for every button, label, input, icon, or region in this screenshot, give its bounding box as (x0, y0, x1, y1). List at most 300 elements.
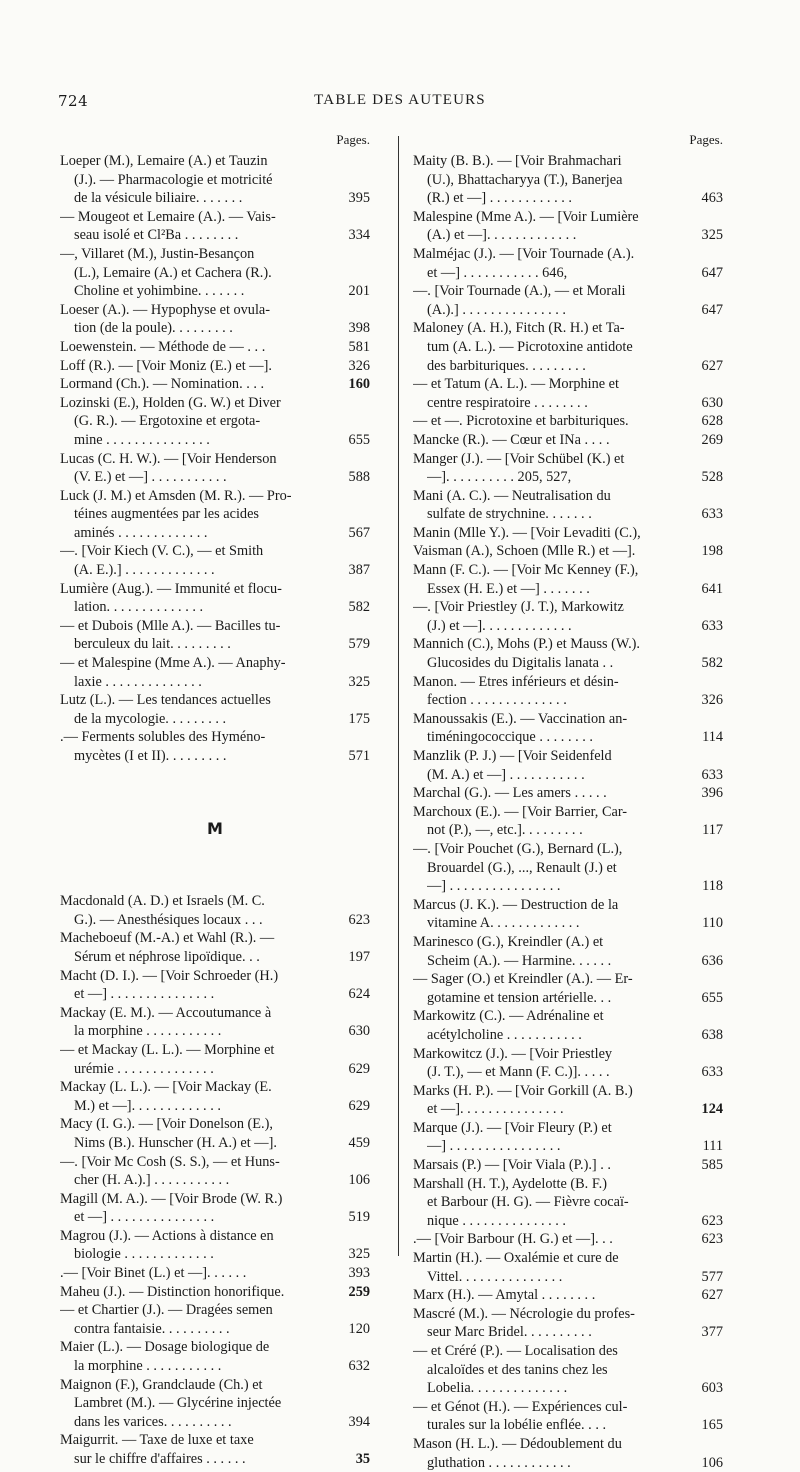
entry-text: de la mycologie. . . . . . . . . (74, 710, 227, 727)
entry-text: Vittel. . . . . . . . . . . . . . . (427, 1268, 563, 1285)
entry-text: tion (de la poule). . . . . . . . . (74, 320, 233, 337)
page-ref (689, 561, 723, 580)
index-line (60, 542, 370, 561)
page-ref: 326 (701, 692, 723, 709)
entry-text: Maloney (A. H.), Fitch (R. H.) et Ta- (413, 320, 625, 337)
index-line (413, 375, 723, 394)
index-line (60, 1431, 370, 1450)
index-line (60, 617, 370, 636)
page-ref: 394 (348, 1413, 370, 1430)
entry-text: biologie . . . . . . . . . . . . . (74, 1246, 214, 1263)
page-ref (689, 933, 723, 952)
page-ref: 459 (348, 1134, 370, 1151)
page-ref: 120 (348, 1320, 370, 1337)
page-ref: 528 (701, 469, 723, 486)
entry-text: Lambret (M.). — Glycérine injectée (74, 1395, 282, 1412)
entries-m-continued (413, 152, 723, 1472)
page-ref: 259 (348, 1283, 370, 1300)
entry-text: — et Chartier (J.). — Dragées semen (60, 1302, 273, 1319)
page-ref: 627 (701, 357, 723, 374)
page-ref: 197 (348, 948, 370, 965)
page-ref: 629 (348, 1060, 370, 1077)
entry-text: (A. E.).] . . . . . . . . . . . . . (74, 562, 215, 579)
entry-text: Glucosides du Digitalis lanata . . (427, 655, 614, 672)
entry-text: (V. E.) et —] . . . . . . . . . . . (74, 469, 227, 486)
index-line (413, 933, 723, 952)
entry-text: (J. T.), — et Mann (F. C.)]. . . . . (427, 1064, 610, 1081)
index-line (60, 1078, 370, 1097)
page-ref (689, 1082, 723, 1101)
index-line (413, 1435, 723, 1454)
page-ref (689, 840, 723, 859)
entry-text: Macheboeuf (M.-A.) et Wahl (R.). — (60, 930, 275, 947)
index-line (413, 412, 723, 431)
index-line (413, 1268, 723, 1287)
page-ref: 325 (348, 673, 370, 690)
index-line (413, 598, 723, 617)
page-ref: 638 (701, 1026, 723, 1043)
index-line (413, 840, 723, 859)
page-ref (689, 171, 723, 190)
page-ref (336, 691, 370, 710)
entry-text: — et Dubois (Mlle A.). — Bacilles tu- (60, 617, 281, 634)
entry-text: (A.).] . . . . . . . . . . . . . . . (427, 301, 566, 318)
index-line (60, 1190, 370, 1209)
entry-text: lation. . . . . . . . . . . . . . (74, 599, 204, 616)
page-ref (336, 1115, 370, 1134)
entry-text: Loff (R.). — [Voir Moniz (E.) et —]. (60, 357, 272, 374)
entry-text: Lucas (C. H. W.). — [Voir Henderson (60, 450, 277, 467)
page-ref: 106 (701, 1454, 723, 1471)
index-line (60, 208, 370, 227)
entry-text: Mannich (C.), Mohs (P.) et Mauss (W.). (413, 636, 641, 653)
page-ref (689, 1193, 723, 1212)
index-line (60, 1283, 370, 1302)
page-ref: 393 (348, 1265, 370, 1282)
entry-text: Marcus (J. K.). — Destruction de la (413, 896, 619, 913)
page-number: 724 (58, 92, 89, 110)
entry-text: Maigurrit. — Taxe de luxe et taxe (60, 1432, 254, 1449)
index-line (413, 1249, 723, 1268)
index-line (60, 1394, 370, 1413)
entry-text: (L.), Lemaire (A.) et Cachera (R.). (74, 264, 272, 281)
page-ref (689, 635, 723, 654)
index-line (413, 1063, 723, 1082)
page-ref (689, 970, 723, 989)
entry-text: Loewenstein. — Méthode de — . . . (60, 338, 266, 355)
page-ref (689, 1435, 723, 1454)
page-ref: 106 (348, 1172, 370, 1189)
entry-text: (G. R.). — Ergotoxine et ergota- (74, 413, 261, 430)
index-line (60, 1338, 370, 1357)
index-line (60, 1357, 370, 1376)
page-ref (336, 208, 370, 227)
entry-text: Lutz (L.). — Les tendances actuelles (60, 692, 271, 709)
page-ref: 623 (701, 1231, 723, 1248)
entry-text: — et Génot (H.). — Expériences cul- (413, 1398, 628, 1415)
page-ref (689, 208, 723, 227)
page-ref (689, 245, 723, 264)
index-line (60, 1450, 370, 1469)
index-line (60, 301, 370, 320)
entry-text: et Barbour (H. G). — Fièvre cocaï- (427, 1194, 629, 1211)
pages-heading: Pages. (689, 132, 723, 147)
entry-text: mine . . . . . . . . . . . . . . . (74, 431, 210, 448)
entry-text: (J.). — Pharmacologie et motricité (74, 171, 273, 188)
page-ref (336, 654, 370, 673)
entry-text: .— [Voir Binet (L.) et —]. . . . . . (60, 1265, 247, 1282)
index-line (60, 598, 370, 617)
entry-text: mycètes (I et II). . . . . . . . . (74, 748, 227, 764)
page-ref: 175 (348, 710, 370, 727)
entry-text: .— [Voir Barbour (H. G.) et —]. . . (413, 1231, 613, 1248)
page-ref (689, 1007, 723, 1026)
entry-text: gotamine et tension artérielle. . . (427, 989, 612, 1006)
entry-text: tum (A. L.). — Picrotoxine antidote (427, 338, 633, 355)
index-line (413, 1100, 723, 1119)
page-ref: 628 (701, 413, 723, 430)
entry-text: Nims (B.). Hunscher (H. A.) et —]. (74, 1134, 277, 1151)
page-ref: 582 (701, 655, 723, 672)
page-ref (336, 1078, 370, 1097)
entry-text: Mason (H. L.). — Dédoublement du (413, 1435, 622, 1452)
entry-text: —] . . . . . . . . . . . . . . . . (427, 878, 561, 895)
page-ref: 655 (348, 431, 370, 448)
page-ref (689, 524, 723, 543)
entry-text: nique . . . . . . . . . . . . . . . (427, 1212, 566, 1229)
index-line (413, 245, 723, 264)
index-line (413, 431, 723, 450)
index-line (60, 1041, 370, 1060)
index-line (413, 282, 723, 301)
entry-text: (J.) et —]. . . . . . . . . . . . . (427, 617, 572, 634)
page-ref: 325 (348, 1246, 370, 1263)
page-ref (689, 338, 723, 357)
page-ref (689, 1175, 723, 1194)
entry-text: sulfate de strychnine. . . . . . . (427, 506, 592, 523)
page-ref: 110 (702, 915, 723, 932)
entry-text: G.). — Anesthésiques locaux . . . (74, 911, 263, 928)
entry-text: — et —. Picrotoxine et barbituriques. (413, 413, 629, 430)
index-line (413, 468, 723, 487)
index-line (413, 1082, 723, 1101)
entry-text: téines augmentées par les acides (74, 506, 259, 523)
page-ref: 118 (702, 878, 723, 895)
entry-text: et —] . . . . . . . . . . . . . . . (74, 986, 215, 1003)
page-ref (689, 282, 723, 301)
index-line (60, 892, 370, 911)
index-line (413, 970, 723, 989)
index-line (413, 171, 723, 190)
entry-text: Lumière (Aug.). — Immunité et flocu- (60, 580, 282, 597)
index-line (60, 189, 370, 208)
page-ref: 579 (348, 636, 370, 653)
entry-text: —] . . . . . . . . . . . . . . . . (427, 1138, 561, 1155)
entry-text: — Mougeot et Lemaire (A.). — Vais- (60, 208, 276, 225)
entry-text: Marchal (G.). — Les amers . . . . . (413, 785, 607, 802)
index-line (413, 1193, 723, 1212)
entry-text: Lozinski (E.), Holden (G. W.) et Diver (60, 394, 281, 411)
page-ref (336, 505, 370, 524)
index-line (60, 1134, 370, 1153)
entry-text: des barbituriques. . . . . . . . . (427, 357, 586, 374)
index-line (413, 1323, 723, 1342)
entry-text: aminés . . . . . . . . . . . . . (74, 524, 208, 541)
index-line (60, 171, 370, 190)
page-ref: 111 (702, 1138, 723, 1155)
index-line (413, 357, 723, 376)
index-line (60, 412, 370, 431)
index-line (413, 1454, 723, 1472)
page-ref (689, 710, 723, 729)
page-ref: 633 (701, 766, 723, 783)
entry-text: et —]. . . . . . . . . . . . . . . (427, 1101, 564, 1118)
index-line (413, 1305, 723, 1324)
page-ref (336, 728, 370, 747)
page-ref: 633 (701, 617, 723, 634)
page-ref (689, 319, 723, 338)
index-line (60, 394, 370, 413)
section-letter: M (207, 818, 223, 838)
page-ref (336, 394, 370, 413)
index-line (413, 152, 723, 171)
entry-text: Manger (J.). — [Voir Schübel (K.) et (413, 450, 625, 467)
page-ref (689, 859, 723, 878)
page-ref (336, 450, 370, 469)
entry-text: et —] . . . . . . . . . . . . . . . (74, 1209, 215, 1226)
page-ref: 387 (348, 562, 370, 579)
page-ref: 627 (701, 1287, 723, 1304)
index-line (60, 338, 370, 357)
index-line (413, 208, 723, 227)
entry-text: seau isolé et Cl²Ba . . . . . . . . (74, 227, 239, 244)
entry-text: Mann (F. C.). — [Voir Mc Kenney (F.), (413, 562, 639, 579)
index-line (413, 989, 723, 1008)
entry-text: (M. A.) et —] . . . . . . . . . . . (427, 766, 585, 783)
index-line (413, 189, 723, 208)
index-line (413, 859, 723, 878)
index-line (60, 431, 370, 450)
index-line (413, 319, 723, 338)
entry-text: Maier (L.). — Dosage biologique de (60, 1339, 270, 1356)
entry-text: seur Marc Bridel. . . . . . . . . . (427, 1324, 592, 1341)
page-ref: 636 (701, 952, 723, 969)
index-line (60, 1171, 370, 1190)
entry-text: Magill (M. A.). — [Voir Brode (W. R.) (60, 1190, 283, 1207)
page-ref: 114 (702, 729, 723, 746)
page-ref: 585 (701, 1157, 723, 1174)
index-line (413, 561, 723, 580)
index-line (60, 375, 370, 394)
page-ref (336, 580, 370, 599)
page-ref: 35 (355, 1451, 370, 1467)
entry-text: —. [Voir Mc Cosh (S. S.), — et Huns- (60, 1153, 280, 1170)
index-line (413, 617, 723, 636)
index-line (413, 635, 723, 654)
index-line (60, 1004, 370, 1023)
index-line (60, 967, 370, 986)
entry-text: Sérum et néphrose lipoïdique. . . (74, 948, 260, 965)
page-ref: 633 (701, 1064, 723, 1081)
index-line (413, 524, 723, 543)
entry-text: acétylcholine . . . . . . . . . . . (427, 1026, 582, 1043)
page-ref (689, 450, 723, 469)
page-ref: 567 (348, 524, 370, 541)
entry-text: Marshall (H. T.), Aydelotte (B. F.) (413, 1175, 607, 1192)
index-line (413, 394, 723, 413)
entry-text: Martin (H.). — Oxalémie et cure de (413, 1250, 619, 1267)
entry-text: gluthation . . . . . . . . . . . . (427, 1454, 571, 1471)
index-line (60, 1097, 370, 1116)
column-right (413, 130, 723, 1472)
entry-text: et —] . . . . . . . . . . . 646, (427, 264, 568, 281)
entry-text: Manin (Mlle Y.). — [Voir Levaditi (C.), (413, 524, 641, 541)
page-ref: 269 (701, 431, 723, 448)
index-line (60, 929, 370, 948)
entry-text: centre respiratoire . . . . . . . . (427, 394, 588, 411)
entry-text: Scheim (A.). — Harmine. . . . . . (427, 952, 612, 969)
index-line (413, 1119, 723, 1138)
page-ref (336, 967, 370, 986)
index-line (413, 264, 723, 283)
index-line (60, 505, 370, 524)
index-line (413, 580, 723, 599)
index-line (413, 877, 723, 896)
entry-text: Marks (H. P.). — [Voir Gorkill (A. B.) (413, 1082, 633, 1099)
entry-text: cher (H. A.).] . . . . . . . . . . . (74, 1172, 230, 1189)
entry-text: Mackay (L. L.). — [Voir Mackay (E. (60, 1079, 272, 1096)
entry-text: .— Ferments solubles des Hyméno- (60, 729, 266, 746)
page-ref (336, 1431, 370, 1450)
entry-text: Mancke (R.). — Cœur et INa . . . . (413, 431, 610, 448)
page-ref (336, 245, 370, 264)
entry-text: — et Créré (P.). — Localisation des (413, 1343, 618, 1359)
page-ref (336, 301, 370, 320)
index-line (60, 450, 370, 469)
page-ref (689, 598, 723, 617)
entry-text: timéningococcique . . . . . . . . (427, 729, 593, 746)
page-ref (689, 375, 723, 394)
index-line (413, 952, 723, 971)
index-line (60, 1060, 370, 1079)
page-ref (336, 152, 370, 171)
page-ref: 633 (701, 506, 723, 523)
entry-text: Magrou (J.). — Actions à distance en (60, 1227, 274, 1244)
page-ref: 201 (348, 283, 370, 300)
entry-text: Essex (H. E.) et —] . . . . . . . (427, 580, 590, 597)
index-line (413, 542, 723, 561)
entry-text: la morphine . . . . . . . . . . . (74, 1023, 222, 1040)
page-ref (336, 487, 370, 506)
index-line (413, 803, 723, 822)
page-ref: 630 (701, 394, 723, 411)
index-line (413, 226, 723, 245)
entry-text: sur le chiffre d'affaires . . . . . . (74, 1451, 246, 1467)
index-line (60, 357, 370, 376)
index-line (413, 487, 723, 506)
page-ref (336, 542, 370, 561)
index-line (413, 1175, 723, 1194)
index-line (60, 691, 370, 710)
page-ref (336, 617, 370, 636)
index-line (60, 319, 370, 338)
index-line (60, 226, 370, 245)
index-line (413, 1007, 723, 1026)
column-divider (398, 136, 399, 1256)
entry-text: —. [Voir Priestley (J. T.), Markowitz (413, 599, 624, 616)
entry-text: (R.) et —] . . . . . . . . . . . . (427, 190, 572, 207)
index-line (60, 728, 370, 747)
entry-text: —, Villaret (M.), Justin-Besançon (60, 245, 255, 262)
running-head: TABLE DES AUTEURS (314, 92, 486, 108)
page-ref (336, 1301, 370, 1320)
index-line (413, 691, 723, 710)
page-ref: 165 (701, 1417, 723, 1434)
page-ref: 624 (348, 986, 370, 1003)
index-line (413, 654, 723, 673)
index-line (413, 1230, 723, 1249)
index-line (60, 1022, 370, 1041)
page-ref (336, 1394, 370, 1413)
entry-text: Maity (B. B.). — [Voir Brahmachari (413, 153, 622, 169)
index-line (60, 1320, 370, 1339)
entry-text: dans les varices. . . . . . . . . . (74, 1413, 232, 1430)
index-line (413, 1342, 723, 1361)
page-ref: 630 (348, 1023, 370, 1040)
index-line (60, 1227, 370, 1246)
index-line (60, 911, 370, 930)
page-ref (689, 673, 723, 692)
index-line (413, 766, 723, 785)
entry-text: berculeux du lait. . . . . . . . . (74, 636, 231, 653)
entry-text: —. [Voir Kiech (V. C.), — et Smith (60, 543, 264, 560)
index-line (413, 1286, 723, 1305)
entry-text: Manzlik (P. J.) — [Voir Seidenfeld (413, 748, 612, 764)
entry-text: — Sager (O.) et Kreindler (A.). — Er- (413, 971, 633, 988)
entry-text: contra fantaisie. . . . . . . . . . (74, 1320, 230, 1337)
index-line (413, 1379, 723, 1398)
index-line (413, 1416, 723, 1435)
page-ref: 326 (348, 357, 370, 374)
index-line (60, 264, 370, 283)
page-ref: 198 (701, 543, 723, 560)
entry-text: Loeper (M.), Lemaire (A.) et Tauzin (60, 153, 268, 169)
entry-text: Markowitz (C.). — Adrénaline et (413, 1008, 604, 1025)
index-line (60, 747, 370, 766)
index-line (413, 1026, 723, 1045)
entries-m (60, 892, 370, 1468)
entry-text: Choline et yohimbine. . . . . . . (74, 283, 245, 300)
index-line (60, 1413, 370, 1432)
entry-text: —. [Voir Tournade (A.), — et Morali (413, 283, 626, 300)
index-line (413, 1361, 723, 1380)
page-ref: 577 (701, 1268, 723, 1285)
index-line (60, 1115, 370, 1134)
page-ref (689, 1342, 723, 1361)
entry-text: — et Mackay (L. L.). — Morphine et (60, 1041, 275, 1058)
index-line (60, 673, 370, 692)
entry-text: Luck (J. M.) et Amsden (M. R.). — Pro- (60, 487, 292, 504)
page-ref: 160 (348, 376, 370, 393)
entry-text: Mascré (M.). — Nécrologie du profes- (413, 1305, 635, 1322)
page-ref (689, 1045, 723, 1064)
page-ref (336, 892, 370, 911)
index-line (413, 710, 723, 729)
index-line (413, 505, 723, 524)
page-ref (689, 1249, 723, 1268)
entry-text: Maheu (J.). — Distinction honorifique. (60, 1283, 285, 1300)
entry-text: Manoussakis (E.). — Vaccination an- (413, 710, 628, 727)
